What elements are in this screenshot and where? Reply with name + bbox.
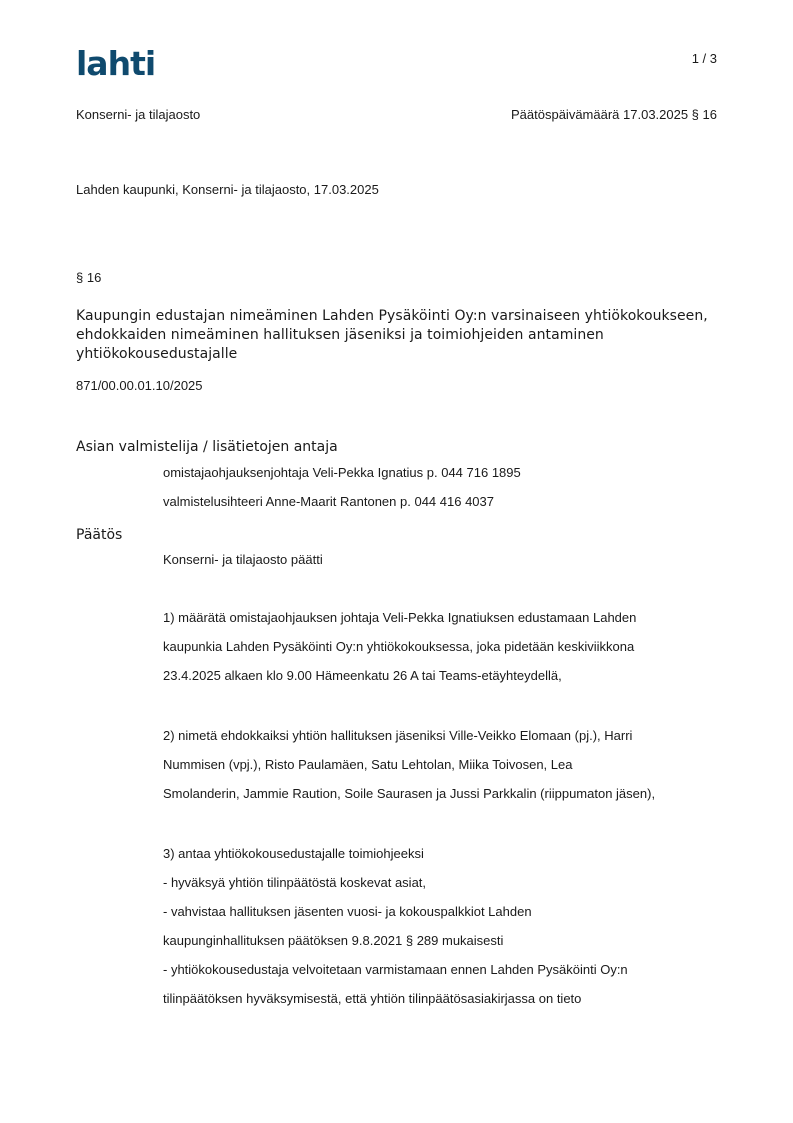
- meeting-line: Lahden kaupunki, Konserni- ja tilajaosto, 17.03.2025: [76, 182, 379, 197]
- decision-item-2-line: 2) nimetä ehdokkaiksi yhtiön hallituksen jäseniksi Ville-Veikko Elomaan (pj.), Harri: [163, 728, 633, 743]
- decision-date: Päätöspäivämäärä 17.03.2025 § 16: [511, 107, 717, 122]
- title-line: ehdokkaiden nimeäminen hallituksen jäseniksi ja toimiohjeiden antaminen: [76, 327, 604, 343]
- title-line: Kaupungin edustajan nimeäminen Lahden Pysäköinti Oy:n varsinaiseen yhtiökokoukseen,: [76, 308, 708, 324]
- title-line: yhtiökokousedustajalle: [76, 346, 238, 362]
- decision-heading: Päätös: [76, 527, 123, 543]
- decision-item-1-line: kaupunkia Lahden Pysäköinti Oy:n yhtiökokouksessa, joka pidetään keskiviikkona: [163, 639, 635, 654]
- decision-item-3-line: tilinpäätöksen hyväksymisestä, että yhtiön tilinpäätösasiakirjassa on tieto: [163, 991, 582, 1006]
- decision-intro: Konserni- ja tilajaosto päätti: [163, 552, 323, 567]
- decision-item-3-line: - hyväksyä yhtiön tilinpäätöstä koskevat asiat,: [163, 875, 427, 890]
- decision-item-2-line: Smolanderin, Jammie Raution, Soile Saurasen ja Jussi Parkkalin (riippumaton jäsen),: [163, 786, 656, 801]
- preparer-line: omistajaohjauksenjohtaja Veli-Pekka Ignatius p. 044 716 1895: [163, 465, 521, 480]
- section-number: § 16: [76, 270, 102, 285]
- decision-item-3-line: - vahvistaa hallituksen jäsenten vuosi- ja kokouspalkkiot Lahden: [163, 904, 532, 919]
- decision-item-3-line: kaupunginhallituksen päätöksen 9.8.2021 § 289 mukaisesti: [163, 933, 504, 948]
- decision-item-3-line: - yhtiökokousedustaja velvoitetaan varmistamaan ennen Lahden Pysäköinti Oy:n: [163, 962, 628, 977]
- diary-number: 871/00.00.01.10/2025: [76, 378, 203, 393]
- decision-item-3-line: 3) antaa yhtiökokousedustajalle toimiohjeeksi: [163, 846, 424, 861]
- decision-item-1-line: 23.4.2025 alkaen klo 9.00 Hämeenkatu 26 A tai Teams-etäyhteydellä,: [163, 668, 562, 683]
- decision-item-1-line: 1) määrätä omistajaohjauksen johtaja Veli-Pekka Ignatiuksen edustamaan Lahden: [163, 610, 637, 625]
- committee-name: Konserni- ja tilajaosto: [76, 107, 201, 122]
- page-number: 1 / 3: [691, 51, 717, 66]
- preparer-line: valmistelusihteeri Anne-Maarit Rantonen p. 044 416 4037: [163, 494, 494, 509]
- preparer-heading: Asian valmistelija / lisätietojen antaja: [76, 439, 338, 455]
- decision-item-2-line: Nummisen (vpj.), Risto Paulamäen, Satu Lehtolan, Miika Toivosen, Lea: [163, 757, 573, 772]
- lahti-logo: lahti: [76, 44, 156, 83]
- document-title: [76, 307, 726, 364]
